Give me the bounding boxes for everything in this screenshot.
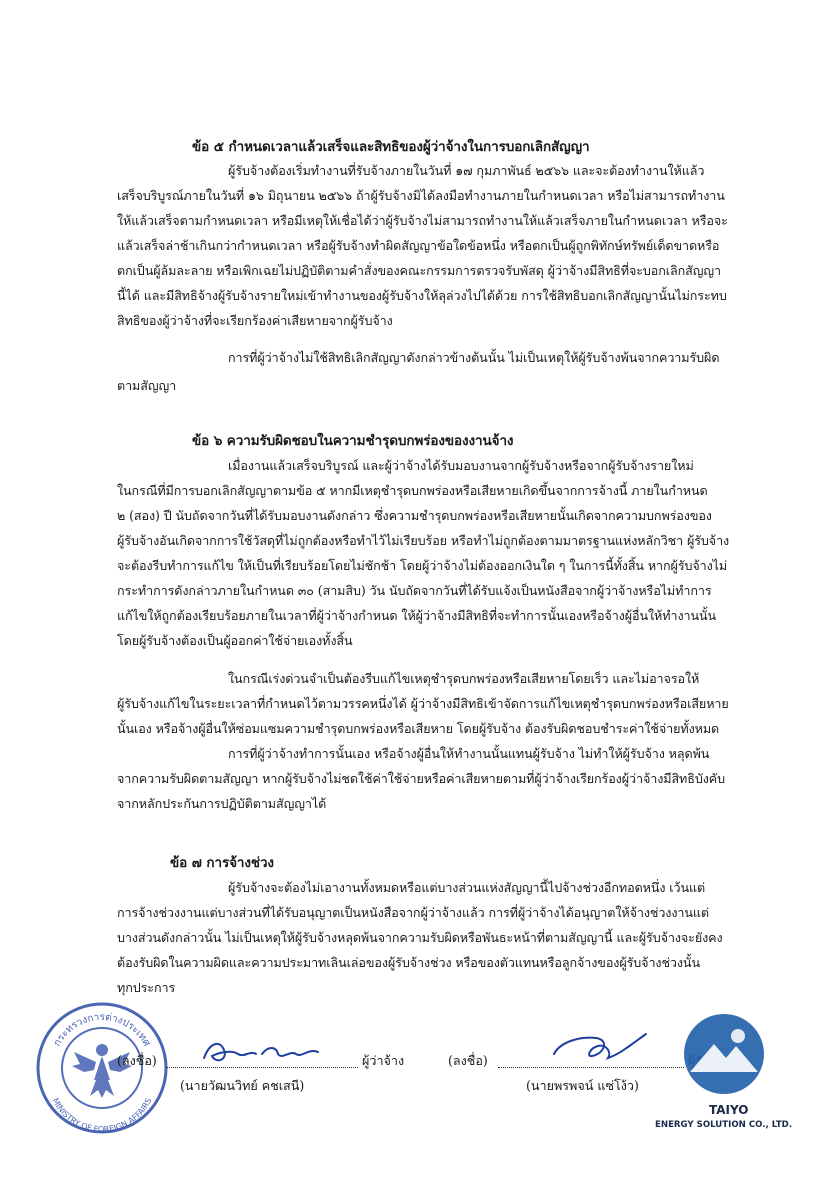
paragraph-line: แก้ไขให้ถูกต้องเรียบร้อยภายในเวลาที่ผู้ว่าจ้างกำหนด ให้ผู้ว่าจ้างมีสิทธิที่จะทำการนั้นเองหรือจ้างผู้อื่นให้ทำงานนั้น	[117, 608, 717, 623]
right-handwritten-signature	[546, 1024, 656, 1070]
paragraph-line: ผู้รับจ้างอันเกิดจากการใช้วัสดุที่ไม่ถูกต้องหรือทำไว้ไม่เรียบร้อย หรือทำไม่ถูกต้องตามมาตรฐานแห่งหลักวิชา ผู้รับจ้าง	[117, 533, 730, 548]
paragraph-line: ในกรณีเร่งด่วนจำเป็นต้องรีบแก้ไขเหตุชำรุดบกพร่องหรือเสียหายโดยเร็ว และไม่อาจรอให้	[228, 671, 700, 686]
paragraph-line: จากความรับผิดตามสัญญา หากผู้รับจ้างไม่ชดใช้ค่าใช้จ่ายหรือค่าเสียหายตามที่ผู้ว่าจ้างเรียกร้องผู้ว่าจ้างมีสิทธิบังคับ	[117, 771, 725, 786]
left-sign-label: (ลงชื่อ)	[117, 1053, 157, 1068]
paragraph-line: นี้ได้ และมีสิทธิจ้างผู้รับจ้างรายใหม่เข้าทำงานของผู้รับจ้างให้ลุล่วงไปได้ด้วย การใช้สิทธิบอกเลิกสัญญานั้นไม่กระทบ	[117, 288, 727, 303]
company-subtitle: ENERGY SOLUTION CO., LTD.	[655, 1120, 793, 1130]
paragraph-line: ตกเป็นผู้ล้มละลาย หรือเพิกเฉยไม่ปฏิบัติตามคำสั่งของคณะกรรมการตรวจรับพัสดุ ผู้ว่าจ้างมีสิทธิที่จะบอกเลิกสัญญา	[117, 263, 721, 278]
paragraph-line: ๒ (สอง) ปี นับถัดจากวันที่ได้รับมอบงานดังกล่าว ซึ่งความชำรุดบกพร่องหรือเสียหายนั้นเกิดจากความบกพร่องของ	[117, 508, 712, 523]
taiyo-logo	[676, 1010, 772, 1100]
paragraph-line: การที่ผู้ว่าจ้างไม่ใช้สิทธิเลิกสัญญาดังกล่าวข้างต้นนั้น ไม่เป็นเหตุให้ผู้รับจ้างพ้นจากความรับผิด	[228, 350, 720, 365]
paragraph-line: นั้นเอง หรือจ้างผู้อื่นให้ซ่อมแซมความชำรุดบกพร่องหรือเสียหาย โดยผู้รับจ้าง ต้องรับผิดชอบชำระค่าใช้จ่ายทั้งหมด	[117, 721, 720, 736]
paragraph-line: เมื่องานแล้วเสร็จบริบูรณ์ และผู้ว่าจ้างได้รับมอบงานจากผู้รับจ้างหรือจากผู้รับจ้างรายใหม่	[228, 458, 694, 473]
paragraph-line: ต้องรับผิดในความผิดและความประมาทเลินเล่อของผู้รับจ้างช่วง หรือของตัวแทนหรือลูกจ้างของผู้รับจ้างช่วงนั้น	[117, 955, 700, 970]
paragraph-line: เสร็จบริบูรณ์ภายในวันที่ ๑๖ มิถุนายน ๒๕๖๖ ถ้าผู้รับจ้างมิได้ลงมือทำงานภายในกำหนดเวลา หรือไม่สามารถทำงาน	[117, 188, 725, 203]
paragraph-line: ให้แล้วเสร็จตามกำหนดเวลา หรือมีเหตุให้เชื่อได้ว่าผู้รับจ้างไม่สามารถทำงานให้แล้วเสร็จภายในกำหนดเวลา หรือจะ	[117, 213, 728, 228]
paragraph-line: ผู้รับจ้างต้องเริ่มทำงานที่รับจ้างภายในวันที่ ๑๗ กุมภาพันธ์ ๒๕๖๖ และจะต้องทำงานให้แล้ว	[228, 163, 705, 178]
paragraph-line: กระทำการดังกล่าวภายในกำหนด ๓๐ (สามสิบ) วัน นับถัดจากวันที่ได้รับแจ้งเป็นหนังสือจากผู้ว่าจ้างหรือไม่ทำการ	[117, 583, 712, 598]
paragraph-line: ในกรณีที่มีการบอกเลิกสัญญาตามข้อ ๕ หากมีเหตุชำรุดบกพร่องหรือเสียหายเกิดขึ้นจากการจ้างนี้ ภายในกำหนด	[117, 483, 708, 498]
right-signatory-name: (นายพรพจน์ แซ่โง้ว)	[526, 1078, 639, 1093]
paragraph-line: จากหลักประกันการปฏิบัติตามสัญญาได้	[117, 796, 327, 811]
paragraph-line: โดยผู้รับจ้างต้องเป็นผู้ออกค่าใช้จ่ายเองทั้งสิ้น	[117, 633, 353, 648]
section-5-heading: ข้อ ๕ กำหนดเวลาแล้วเสร็จและสิทธิของผู้ว่าจ้างในการบอกเลิกสัญญา	[192, 139, 590, 155]
right-sign-label: (ลงชื่อ)	[448, 1053, 488, 1068]
paragraph-line: การจ้างช่วงงานแต่บางส่วนที่ได้รับอนุญาตเป็นหนังสือจากผู้ว่าจ้างแล้ว การที่ผู้ว่าจ้างได้อนุญาตให้จ้างช่วงงานแต่	[117, 905, 709, 920]
svg-text:MINISTRY OF FOREIGN AFFAIRS: MINISTRY OF FOREIGN AFFAIRS	[50, 1096, 154, 1135]
left-signatory-name: (นายวัฒนวิทย์ คชเสนี)	[180, 1078, 305, 1093]
paragraph-line: ผู้รับจ้างจะต้องไม่เอางานทั้งหมดหรือแต่บางส่วนแห่งสัญญานี้ไปจ้างช่วงอีกทอดหนึ่ง เว้นแต่	[228, 880, 706, 895]
paragraph-line: การที่ผู้ว่าจ้างทำการนั้นเอง หรือจ้างผู้อื่นให้ทำงานนั้นแทนผู้รับจ้าง ไม่ทำให้ผู้รับจ้าง หลุดพ้น	[228, 746, 710, 761]
paragraph-line: ทุกประการ	[117, 980, 176, 995]
svg-text:กระทรวงการต่างประเทศ: กระทรวงการต่างประเทศ	[51, 1011, 153, 1049]
company-name: TAIYO	[709, 1103, 749, 1117]
left-role: ผู้ว่าจ้าง	[362, 1053, 405, 1068]
section-7-heading: ข้อ ๗ การจ้างช่วง	[170, 855, 274, 871]
left-handwritten-signature	[198, 1036, 328, 1068]
paragraph-line: แล้วเสร็จล่าช้าเกินกว่ากำหนดเวลา หรือผู้รับจ้างทำผิดสัญญาข้อใดข้อหนึ่ง หรือตกเป็นผู้ถูกพิทักษ์ทรัพย์เด็ดขาดหรือ	[117, 238, 720, 253]
paragraph-line: ตามสัญญา	[117, 378, 177, 393]
section-6-heading: ข้อ ๖ ความรับผิดชอบในความชำรุดบกพร่องของงานจ้าง	[192, 433, 514, 449]
paragraph-line: จะต้องรีบทำการแก้ไข ให้เป็นที่เรียบร้อยโดยไม่ชักช้า โดยผู้ว่าจ้างไม่ต้องออกเงินใด ๆ ในการนี้ทั้งสิ้น หากผู้รับจ้างไม่	[117, 558, 728, 573]
paragraph-line: บางส่วนดังกล่าวนั้น ไม่เป็นเหตุให้ผู้รับจ้างหลุดพ้นจากความรับผิดหรือพันธะหน้าที่ตามสัญญานี้ และผู้รับจ้างจะยังคง	[117, 930, 723, 945]
paragraph-line: สิทธิของผู้ว่าจ้างที่จะเรียกร้องค่าเสียหายจากผู้รับจ้าง	[117, 313, 393, 328]
paragraph-line: ผู้รับจ้างแก้ไขในระยะเวลาที่กำหนดไว้ตามวรรคหนึ่งได้ ผู้ว่าจ้างมีสิทธิเข้าจัดการแก้ไขเหตุชำรุดบกพร่องหรือเสียหาย	[117, 696, 729, 711]
